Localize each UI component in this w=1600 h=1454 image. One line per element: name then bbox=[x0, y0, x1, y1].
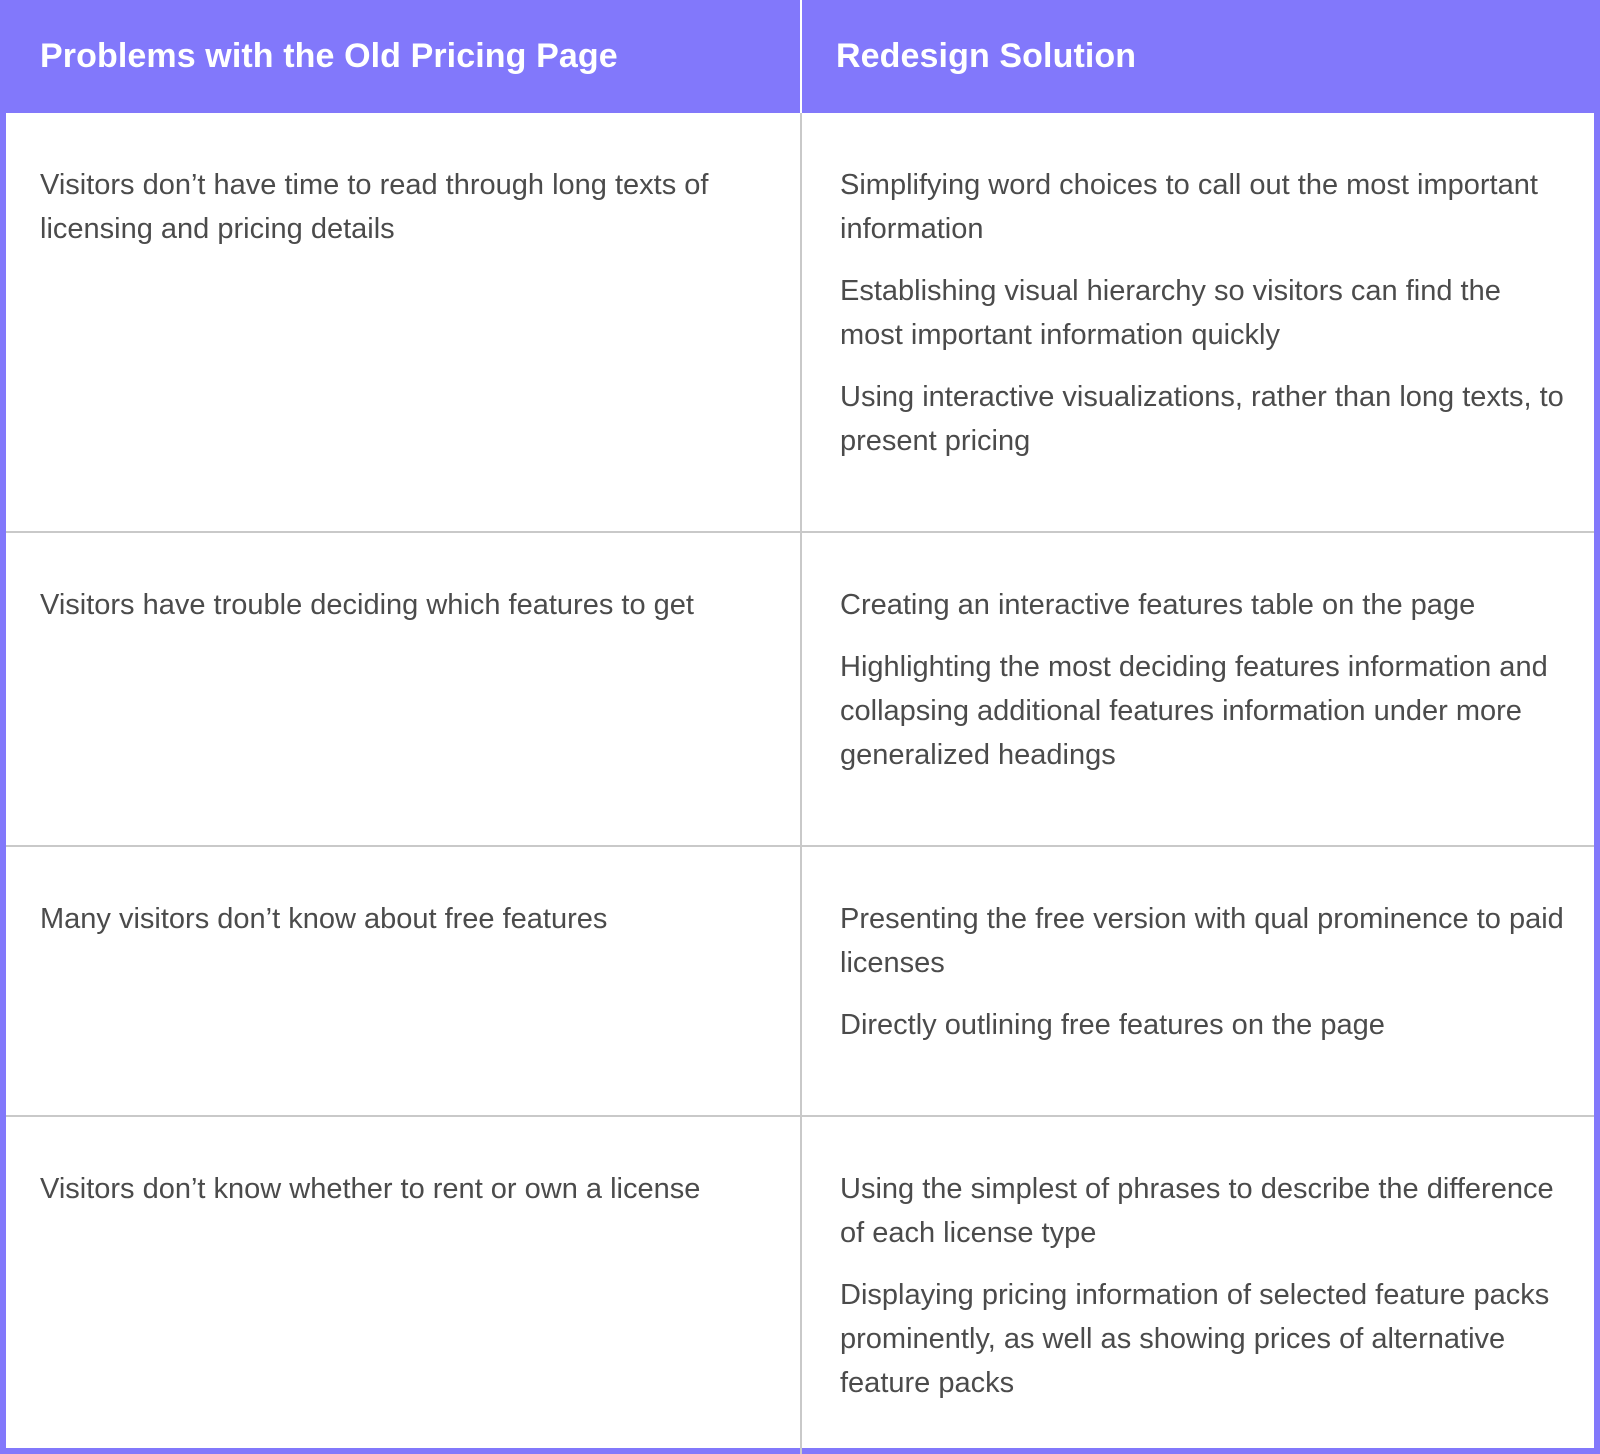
problems-column-header: Problems with the Old Pricing Page bbox=[6, 0, 801, 113]
table-row bbox=[6, 532, 1594, 846]
problem-cell: Many visitors don’t know about free features bbox=[6, 846, 801, 1116]
solution-item: Establishing visual hierarchy so visitors can find the most important information quickly bbox=[840, 275, 1501, 351]
table-row bbox=[6, 846, 1594, 1116]
header-row bbox=[6, 0, 1594, 113]
comparison-table bbox=[6, 0, 1594, 1454]
solution-item: Presenting the free version with qual prominence to paid licenses bbox=[840, 903, 1564, 979]
solution-column-header: Redesign Solution bbox=[801, 0, 1594, 113]
solution-item: Highlighting the most deciding features information and collapsing additional features information under more generalized headings bbox=[840, 651, 1548, 771]
solution-cell bbox=[801, 1116, 1594, 1454]
solution-cell bbox=[801, 846, 1594, 1116]
solution-cell bbox=[801, 113, 1594, 532]
solution-cell bbox=[801, 532, 1594, 846]
solution-item: Directly outlining free features on the page bbox=[840, 1009, 1385, 1041]
problem-cell: Visitors have trouble deciding which features to get bbox=[6, 532, 801, 846]
solution-item: Displaying pricing information of selected feature packs prominently, as well as showing prices of alternative feature packs bbox=[840, 1279, 1550, 1399]
table-header bbox=[6, 0, 1594, 113]
problem-cell: Visitors don’t have time to read through long texts of licensing and pricing details bbox=[40, 169, 709, 245]
solution-item: Using the simplest of phrases to describe the difference of each license type bbox=[840, 1173, 1554, 1249]
table-row bbox=[6, 113, 1594, 532]
problem-cell: Visitors don’t know whether to rent or own a license bbox=[6, 1116, 801, 1454]
solution-item: Simplifying word choices to call out the most important information bbox=[840, 169, 1538, 245]
table-body bbox=[6, 113, 1594, 1454]
solution-item: Creating an interactive features table on the page bbox=[840, 589, 1476, 621]
solution-item: Using interactive visualizations, rather than long texts, to present pricing bbox=[840, 381, 1564, 457]
table-row bbox=[6, 1116, 1594, 1454]
